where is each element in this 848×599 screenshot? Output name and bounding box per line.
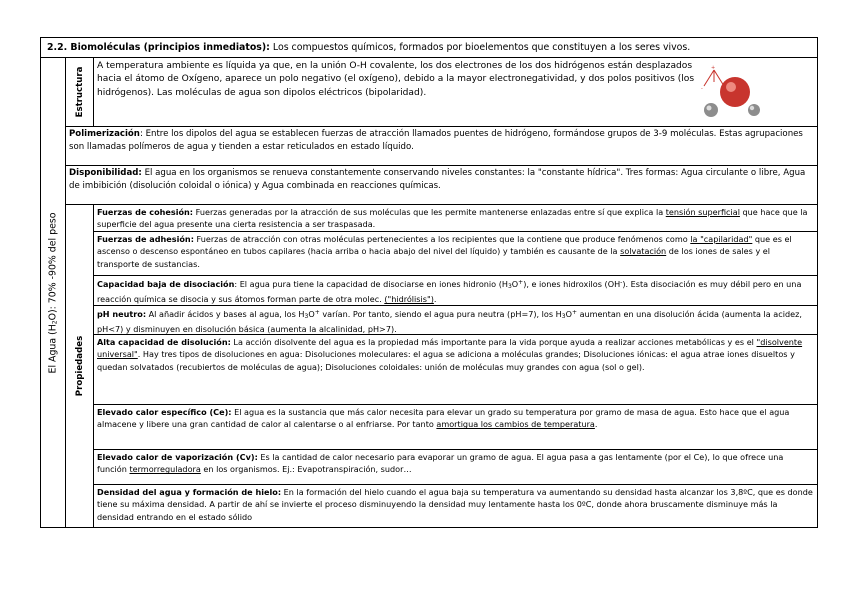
adhesion-row: Fuerzas de adhesión: Fuerzas de atracción con otras moléculas pertenecientes a los recipientes que la contiene que produce fenómenos como la "capilaridad" que es el ascenso o descenso espontáneo en tubos capilares (hacia arriba o hacia abajo del nivel del líquido) y también es causante de la solvatación de los iones de sales y el transporte de sustancias. [94, 232, 817, 276]
svg-text:+: + [711, 65, 716, 71]
structure-label-cell [66, 58, 94, 127]
section-title: 2.2. Biomoléculas (principios inmediatos): [47, 42, 270, 53]
section-header [41, 38, 817, 58]
density-ice-row: Densidad del agua y formación de hielo: En la formación del hielo cuando el agua baja su temperatura va aumentando su densidad hasta alcanzar los 3,8ºC, que es donde tiene su máxima densidad. A partir de ahí se invierte el proceso disminuyendo la densidad muy lentamente hasta los 0ºC, donde ahora bruscamente disminuye más la densidad entrando en el estado sólido [97, 487, 813, 522]
specific-heat-row: Elevado calor específico (Ce): El agua es la sustancia que más calor necesita para elevar un grado su temperatura por gramo de masa de agua. Esto hace que el agua almacene y libere una gran cantidad de calor al calentarse o al enfriarse. Por tanto amortigua los cambios de temperatura. [94, 405, 817, 450]
structure-text: A temperatura ambiente es líquida ya que, en la unión O-H covalente, los dos electrones de los dos hidrógenos están desplazados hacia el átomo de Oxígeno, aparece un polo negativo (el oxígeno), debido a la mayor electronegatividad, y dos polos positivos (los hidrógenos). Las moléculas de agua son dipolos eléctricos (bipolaridad). [94, 58, 703, 127]
ph-row: pH neutro: Al añadir ácidos y bases al agua, los H3O+ varían. Por tanto, siendo el agua pura neutra (pH=7), los H3O+ aumentan en una disolución ácida (aumenta la acidez, pH<7) y disminuyen en disolución básica (aumenta la alcalinidad, pH>7). [94, 306, 817, 335]
availability-row: Disponibilidad: El agua en los organismos se renueva constantemente conservando niveles constantes: la "constante hídrica". Tres formas: Agua circulante o libre, Agua de imbibición (disolución coloidal o iónica) y Agua combinada en reacciones químicas. [66, 166, 817, 205]
water-side-label: El Agua (H2O): 70% -90% del peso [47, 212, 59, 373]
section-intro: Los compuestos químicos, formados por bioelementos que constituyen a los seres vivos. [269, 42, 691, 53]
water-biomolecules-table [40, 37, 818, 528]
dissolution-row: Alta capacidad de disolución: La acción disolvente del agua es la propiedad más importante para la vida porque ayuda a realizar acciones metabólicas y es el "disolvente universal". Hay tres tipos de disoluciones en agua: Disoluciones moleculares: el agua se adiciona a moléculas grandes; Disoluciones iónicas: el agua atrae iones disueltos y quedan solvatados (recubiertos de moléculas de agua); Disoluciones coloidales: unión de moléculas muy grandes con agua (sol o gel). [94, 335, 817, 405]
structure-label: Estructura [74, 66, 85, 118]
dissociation-row: Capacidad baja de disociación: El agua pura tiene la capacidad de disociarse en iones hidronio (H3O+), e iones hidroxilos (OH-). Esta disociación es muy débil pero en una reacción química se disocia y sus átomos forman parte de otra molec. ("hidrólisis"). [94, 276, 817, 306]
water-molecule-icon [700, 64, 760, 122]
svg-text:-: - [701, 86, 703, 92]
water-side-label-cell [41, 58, 66, 527]
vaporization-heat-row: Elevado calor de vaporización (Cv): Es la cantidad de calor necesario para evaporar un gramo de agua. El agua pasa a gas lentamente (por el Ce), lo que ofrece una función termorreguladora en los organismos. Ej.: Evapotranspiración, sudor… [94, 450, 817, 485]
polymerization-row: Polimerización: Entre los dipolos del agua se establecen fuerzas de atracción llamados puentes de hidrógeno, formándose grupos de 3-9 moléculas. Estas agrupaciones son llamadas polímeros de agua y tienden a estar reticulados en estado líquido. [66, 127, 817, 166]
properties-label: Propiedades [74, 335, 85, 397]
cohesion-row: Fuerzas de cohesión: Fuerzas generadas por la atracción de sus moléculas que les permite mantenerse enlazadas entre sí que explica la tensión superficial que hace que la superficie del agua presente una cierta resistencia a ser traspasada. [94, 205, 817, 232]
properties-label-cell [66, 205, 94, 527]
